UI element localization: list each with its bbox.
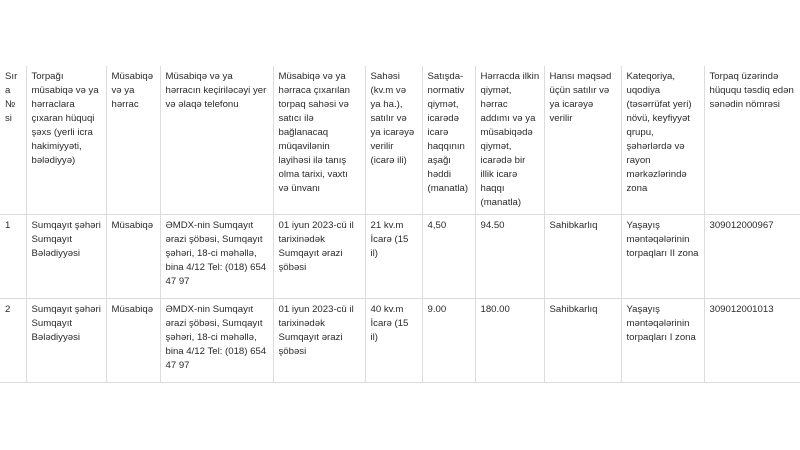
cell-row-number: 2 — [0, 299, 26, 383]
table-header-row — [0, 66, 800, 215]
cell-legal-entity: Sumqayıt şəhəri Sumqayıt Bələdiyyəsi — [26, 215, 106, 299]
cell-legal-entity: Sumqayıt şəhəri Sumqayıt Bələdiyyəsi — [26, 299, 106, 383]
cell-review-date: 01 iyun 2023-cü il tarixinədək Sumqayıt ərazi şöbəsi — [273, 299, 365, 383]
cell-normative-price: 4,50 — [422, 215, 475, 299]
cell-venue-contact: ƏMDX-nin Sumqayıt ərazi şöbəsi, Sumqayıt şəhəri, 18-ci məhəllə, bina 4/12 Tel: (018) 654 47 97 — [160, 299, 273, 383]
header-category: Kateqoriya, uqodiya (təsərrüfat yeri) növü, keyfiyyət qrupu, şəhərlərdə və rayon mərkəzlərində zona — [621, 66, 704, 215]
header-area-terms: Sahəsi (kv.m və ya ha.), satılır və ya icarəyə verilir (icarə ili) — [365, 66, 422, 215]
header-review-date: Müsabiqə və ya hərraca çıxarılan torpaq sahəsi və satıcı ilə bağlanacaq müqavilənin layihəsi ilə tanış olma tarixi, vaxtı və ünvanı — [273, 66, 365, 215]
cell-venue-contact: ƏMDX-nin Sumqayıt ərazi şöbəsi, Sumqayıt şəhəri, 18-ci məhəllə, bina 4/12 Tel: (018) 654 47 97 — [160, 215, 273, 299]
cell-normative-price: 9.00 — [422, 299, 475, 383]
cell-row-number: 1 — [0, 215, 26, 299]
header-venue-contact: Müsabiqə və ya hərracın keçiriləcəyi yer və əlaqə telefonu — [160, 66, 273, 215]
cell-area-terms: 21 kv.m İcarə (15 il) — [365, 215, 422, 299]
cell-contest-or-auction: Müsabiqə — [106, 215, 160, 299]
header-row-number: Sıra № si — [0, 66, 26, 215]
cell-category: Yaşayış məntəqələrinin torpaqları I zona — [621, 299, 704, 383]
cell-document-number: 309012001013 — [704, 299, 800, 383]
header-contest-or-auction: Müsabiqə və ya hərrac — [106, 66, 160, 215]
cell-document-number: 309012000967 — [704, 215, 800, 299]
header-normative-price: Satışda-normativ qiymət, icarədə icarə haqqının aşağı həddi (manatla) — [422, 66, 475, 215]
cell-area-terms: 40 kv.m İcarə (15 il) — [365, 299, 422, 383]
header-document-number: Torpaq üzərində hüququ təsdiq edən sənədin nömrəsi — [704, 66, 800, 215]
cell-purpose: Sahibkarlıq — [544, 299, 621, 383]
cell-initial-price: 94.50 — [475, 215, 544, 299]
table-row — [0, 299, 800, 383]
header-legal-entity: Torpağı müsabiqə və ya hərraclara çıxaran hüquqi şəxs (yerli icra hakimiyyəti, bələdiyyə) — [26, 66, 106, 215]
header-purpose: Hansı məqsəd üçün satılır və ya icarəyə verilir — [544, 66, 621, 215]
cell-category: Yaşayış məntəqələrinin torpaqları II zona — [621, 215, 704, 299]
table-row — [0, 215, 800, 299]
cell-purpose: Sahibkarlıq — [544, 215, 621, 299]
land-auction-table — [0, 66, 800, 383]
cell-initial-price: 180.00 — [475, 299, 544, 383]
header-initial-price: Hərracda ilkin qiymət, hərrac addımı və ya müsabiqədə qiymət, icarədə bir illik icarə haqqı (manatla) — [475, 66, 544, 215]
cell-review-date: 01 iyun 2023-cü il tarixinədək Sumqayıt ərazi şöbəsi — [273, 215, 365, 299]
cell-contest-or-auction: Müsabiqə — [106, 299, 160, 383]
